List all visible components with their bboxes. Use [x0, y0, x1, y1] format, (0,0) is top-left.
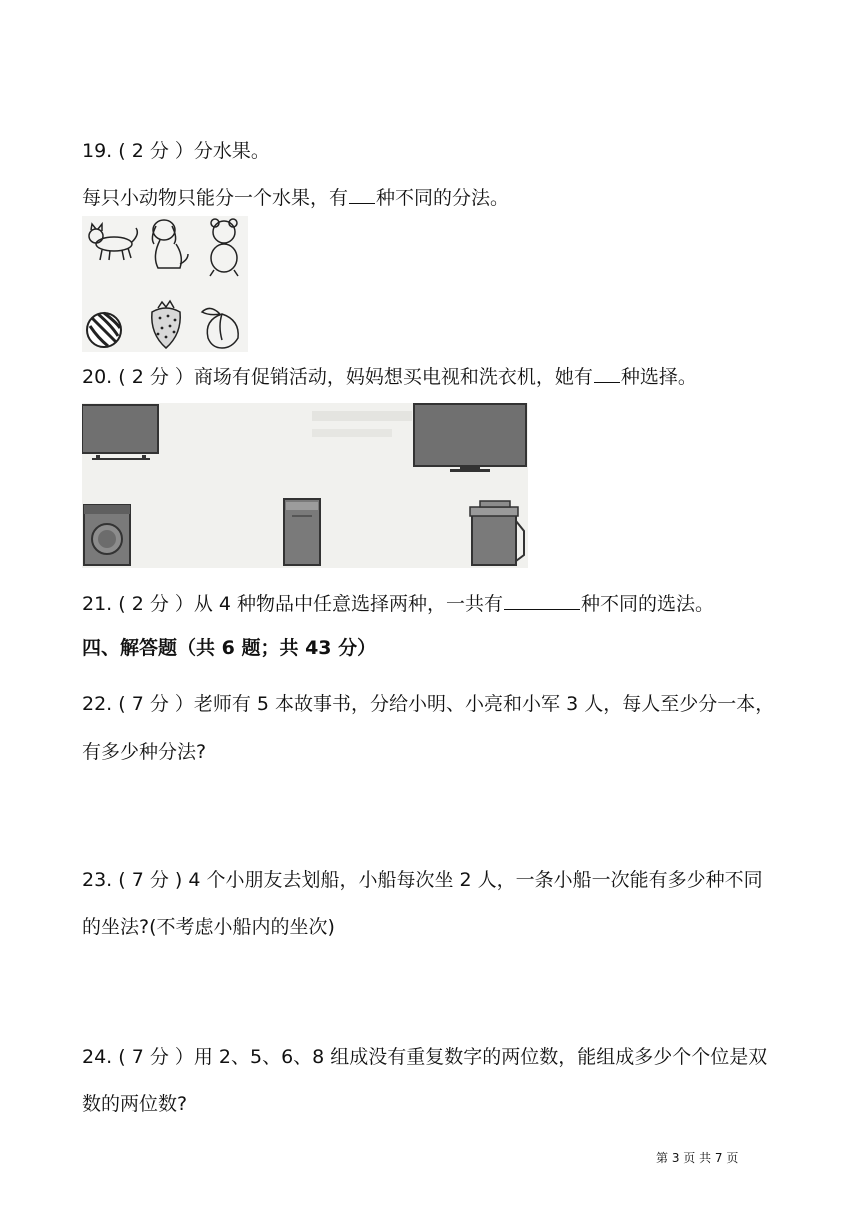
q20-answer-blank[interactable]: [594, 362, 620, 383]
q21-text-after: 种不同的选法。: [581, 593, 715, 615]
q21-text: [82, 589, 714, 618]
front-load-washer-icon: [84, 505, 130, 565]
section-4-heading: 四、解答题（共 6 题；共 43 分）: [82, 637, 377, 659]
tv-small-icon: [82, 405, 158, 460]
q20-text-before: 20. ( 2 分 ）商场有促销活动，妈妈想买电视和洗衣机，她有: [82, 366, 593, 388]
q20-text: [82, 362, 697, 391]
q19-figure: [82, 216, 248, 352]
q23-line-1: 23. ( 7 分 ) 4 个小朋友去划船，小船每次坐 2 人，一条小船一次能有多少种不同: [82, 869, 763, 891]
q21-text-before: 21. ( 2 分 ）从 4 种物品中任意选择两种，一共有: [82, 593, 504, 615]
q19-text-before: 每只小动物只能分一个水果，有: [82, 187, 349, 209]
q21-answer-blank[interactable]: [504, 589, 580, 610]
tall-washer-icon: [284, 499, 320, 565]
q20-text-after: 种选择。: [620, 366, 697, 388]
q19-answer-blank[interactable]: [349, 183, 375, 204]
page-number: 第 3 页 共 7 页: [656, 1151, 739, 1165]
q24-line-1: 24. ( 7 分 ）用 2、5、6、8 组成没有重复数字的两位数，能组成多少个个位是双: [82, 1046, 768, 1068]
top-load-washer-icon: [470, 501, 524, 565]
q22-line-1: 22. ( 7 分 ）老师有 5 本故事书，分给小明、小亮和小军 3 人，每人至少分一本，: [82, 693, 775, 715]
q19-text: [82, 183, 509, 212]
q24-line-2: 数的两位数?: [82, 1093, 188, 1115]
watermelon-icon: [87, 313, 121, 347]
q19-title: 19. ( 2 分 ）分水果。: [82, 140, 270, 162]
q19-text-after: 种不同的分法。: [376, 187, 510, 209]
q23-line-2: 的坐法?(不考虑小船内的坐次): [82, 916, 335, 938]
tv-large-icon: [414, 404, 526, 472]
q20-figure: [82, 403, 528, 568]
q22-line-2: 有多少种分法?: [82, 741, 207, 763]
